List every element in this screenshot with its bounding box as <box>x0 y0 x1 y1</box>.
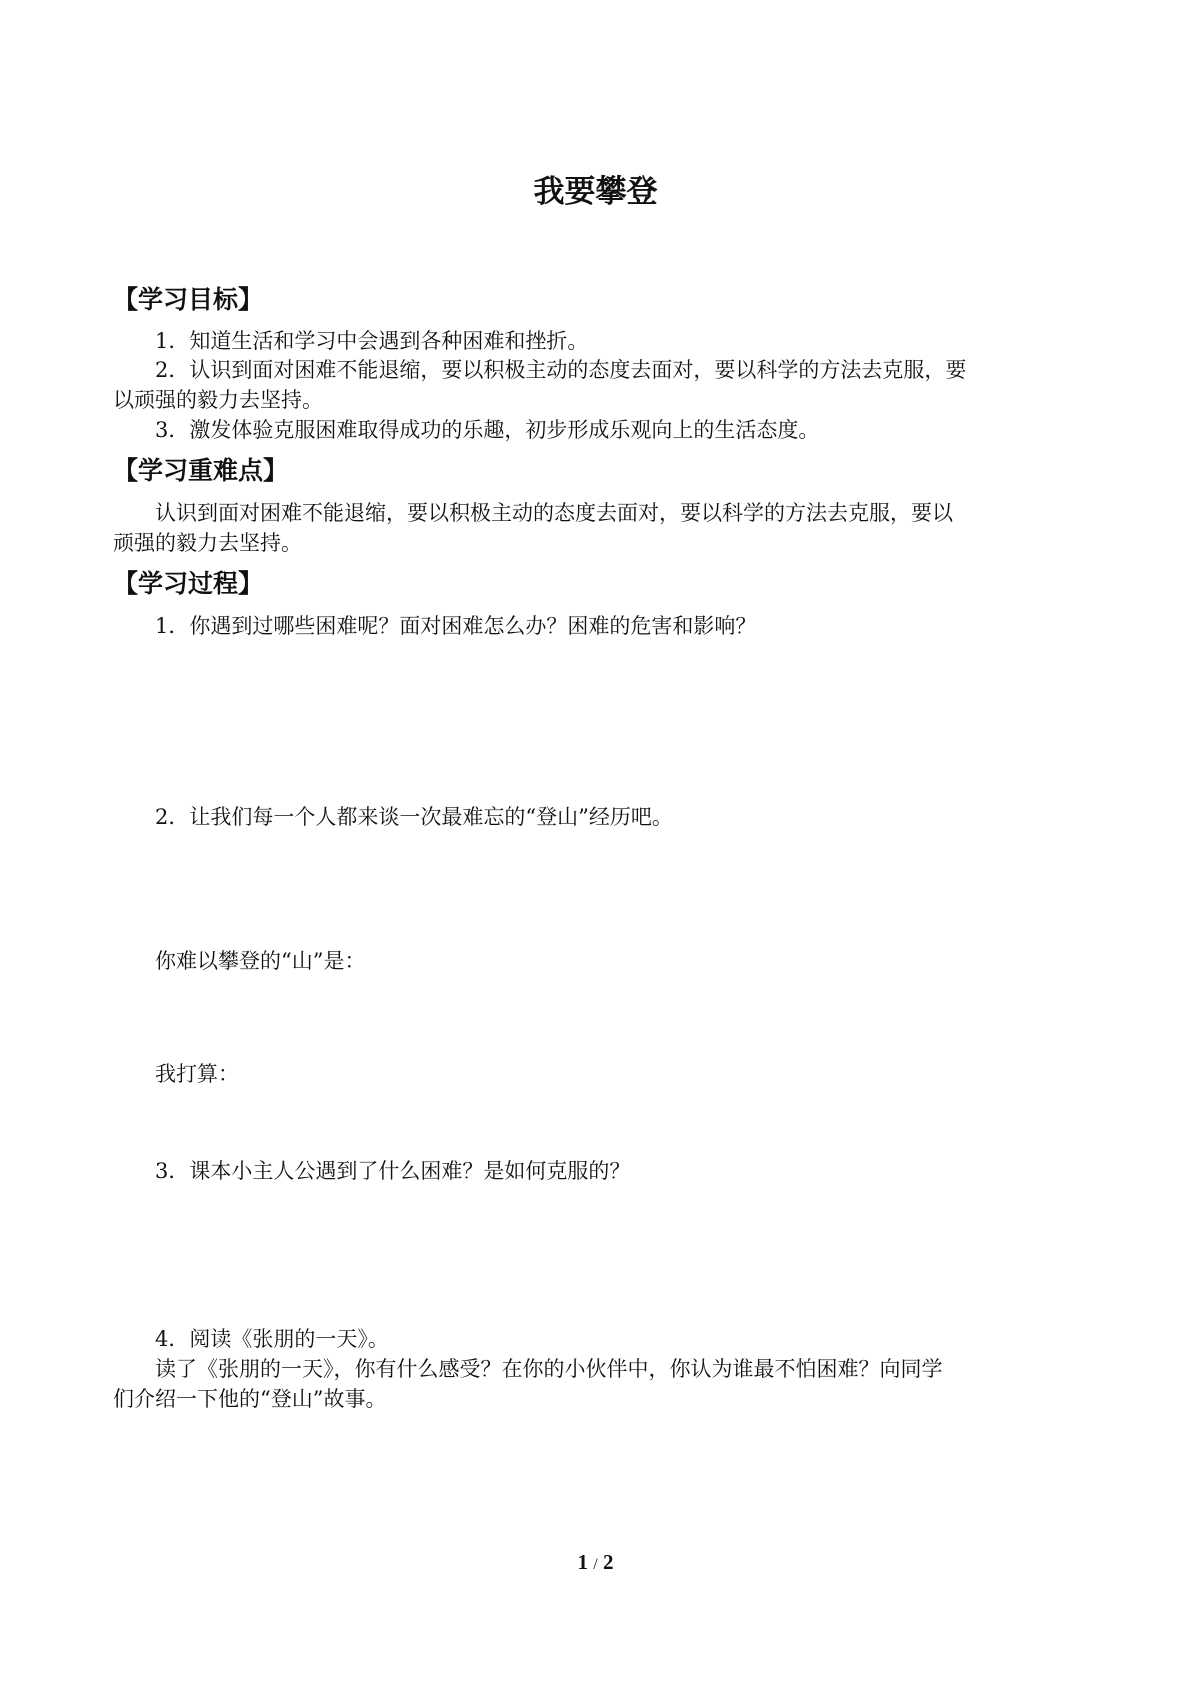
goal-item-3: 3．激发体验克服困难取得成功的乐趣，初步形成乐观向上的生活态度。 <box>155 418 820 442</box>
goal-item-2-continued: 以顽强的毅力去坚持。 <box>113 388 323 412</box>
plan-prompt: 我打算： <box>155 1062 239 1086</box>
heading-learning-process: 【学习过程】 <box>113 569 264 598</box>
mountain-prompt: 你难以攀登的“山”是： <box>155 949 366 973</box>
process-question-2: 2．让我们每一个人都来谈一次最难忘的“登山”经历吧。 <box>155 805 673 829</box>
process-question-1: 1．你遇到过哪些困难呢？面对困难怎么办？困难的危害和影响？ <box>155 614 757 638</box>
key-points-text: 认识到面对困难不能退缩，要以积极主动的态度去面对，要以科学的方法去克服，要以 <box>155 501 953 525</box>
goal-item-1: 1．知道生活和学习中会遇到各种困难和挫折。 <box>155 329 589 353</box>
heading-learning-goals: 【学习目标】 <box>113 285 264 314</box>
key-points-text-continued: 顽强的毅力去坚持。 <box>113 531 302 555</box>
page-total: 2 <box>602 1550 614 1574</box>
document-title: 我要攀登 <box>533 174 658 210</box>
process-question-4-text: 读了《张朋的一天》，你有什么感受？在你的小伙伴中，你认为谁最不怕困难？向同学 <box>155 1357 943 1381</box>
page-number <box>0 1548 1191 1579</box>
process-question-4: 4．阅读《张朋的一天》。 <box>155 1327 389 1351</box>
heading-key-points: 【学习重难点】 <box>113 456 289 485</box>
page-separator: / <box>593 1556 598 1573</box>
page-current: 1 <box>577 1550 589 1574</box>
process-question-3: 3．课本小主人公遇到了什么困难？是如何克服的？ <box>155 1159 631 1183</box>
process-question-4-text-continued: 们介绍一下他的“登山”故事。 <box>113 1387 387 1411</box>
goal-item-2: 2．认识到面对困难不能退缩，要以积极主动的态度去面对，要以科学的方法去克服，要 <box>155 358 967 382</box>
